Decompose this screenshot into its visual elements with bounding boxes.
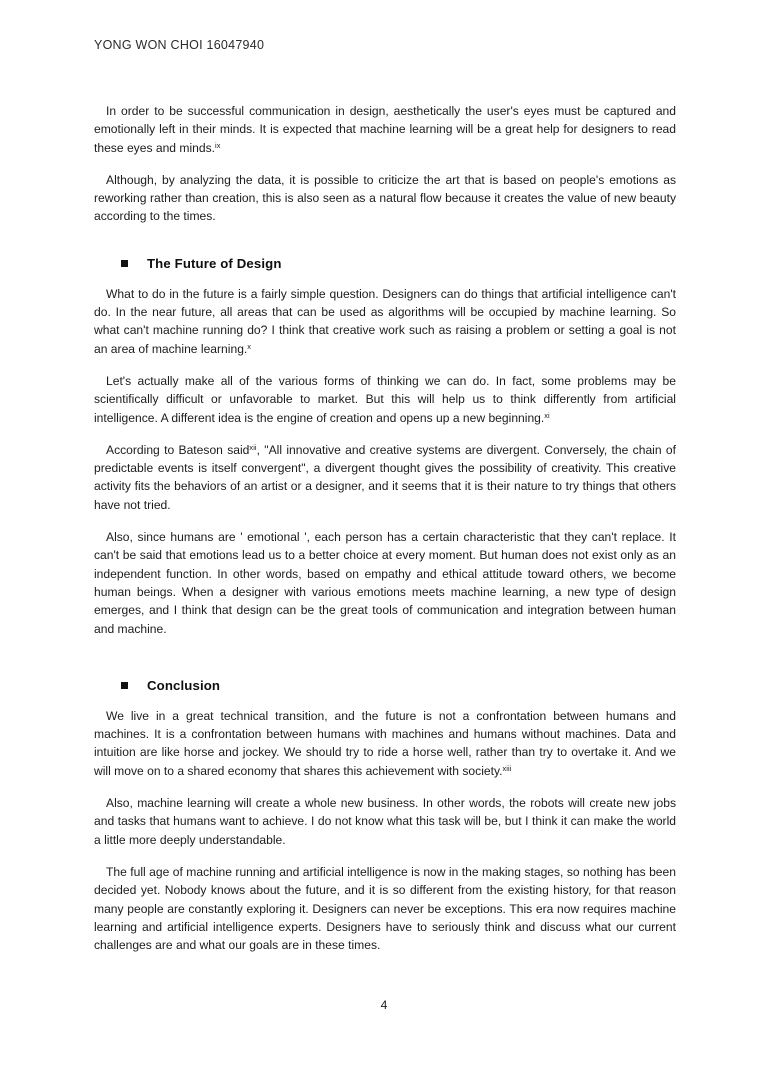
paragraph-text: The full age of machine running and artificial intelligence is now in the making stages, so nothing has been decided yet. Nobody knows about the future, and it is so different from the existing history, for that reason many people are constantly exploring it. Designers can never be exceptions. This era now requires machine learning and artificial intelligence experts. Designers have to seriously think and discuss what our current challenges are and what our goals are in these times. — [94, 864, 676, 953]
paragraph — [94, 794, 676, 849]
paragraph-text-before-note: According to Bateson said — [106, 442, 250, 457]
footnote-marker: xiii — [502, 763, 512, 773]
paragraph — [94, 528, 676, 638]
paragraph-text: Let's actually make all of the various forms of thinking we can do. In fact, some problems may be scientifically difficult or unfavorable to market. But this will help us to think differently from artificial intelligence. A different idea is the engine of creation and opens up a new beginning. — [94, 373, 676, 425]
footnote-marker: xii — [249, 443, 257, 453]
page-number: 4 — [380, 998, 388, 1012]
footnote-marker: x — [247, 341, 252, 351]
section-heading-conclusion — [94, 678, 676, 693]
paragraph-text-after-note: , "All innovative and creative systems are divergent. Conversely, the chain of predictable events is itself convergent", a divergent thought gives the possibility of creativity. This creative activity fits the behaviors of an artist or a designer, and it seems that it is their nature to try things that others have not tried. — [94, 442, 676, 512]
square-bullet-icon — [121, 682, 128, 689]
paragraph — [94, 707, 676, 780]
paragraph — [94, 102, 676, 157]
footnote-marker: ix — [215, 140, 221, 150]
paragraph — [94, 372, 676, 427]
square-bullet-icon — [121, 260, 128, 267]
section-heading-label: The Future of Design — [147, 255, 282, 271]
paragraph-text: In order to be successful communication in design, aesthetically the user's eyes must be captured and emotionally left in their minds. It is expected that machine learning will be a great help for designers to read these eyes and minds. — [94, 104, 676, 155]
section-heading-future-of-design — [94, 256, 676, 271]
paragraph — [94, 171, 676, 226]
paragraph-text: Also, since humans are ' emotional ', each person has a certain characteristic that they can't replace. It can't be said that emotions lead us to a better choice at every moment. But human does not exist only as an independent function. In other words, based on empathy and ethical attitude toward others, we become human beings. When a designer with various emotions meets machine learning, a new type of design emerges, and I think that design can be the great tools of communication and integration between human and machine. — [94, 530, 676, 636]
paragraph-text: Also, machine learning will create a whole new business. In other words, the robots will create new jobs and tasks that humans want to achieve. I do not know what this task will be, but I think it can make the world a little more deeply understandable. — [94, 796, 676, 847]
paragraph — [94, 441, 676, 514]
section-heading-label: Conclusion — [147, 677, 221, 693]
paragraph — [94, 863, 676, 954]
paragraph-text: What to do in the future is a fairly simple question. Designers can do things that artificial intelligence can't do. In the near future, all areas that can be used as algorithms will be occupied by machine learning. So what can't machine running do? I think that creative work such as raising a problem or setting a goal is not an area of machine learning. — [94, 286, 676, 356]
running-header-author: YONG WON CHOI 16047940 — [94, 38, 265, 52]
document-body — [94, 102, 676, 954]
paragraph-text: We live in a great technical transition, and the future is not a confrontation between humans and machines. It is a confrontation between humans with machines and humans without machines. Data and intuition are like horse and jockey. We should try to ride a horse well, rather than try to overtake it. And we will move on to a shared economy that shares this achievement with society. — [94, 708, 676, 778]
footnote-marker: xi — [544, 410, 550, 420]
paragraph — [94, 285, 676, 358]
paragraph-text: Although, by analyzing the data, it is possible to criticize the art that is based on people's emotions as reworking rather than creation, this is also seen as a natural flow because it creates the value of new beauty according to the times. — [94, 172, 676, 224]
